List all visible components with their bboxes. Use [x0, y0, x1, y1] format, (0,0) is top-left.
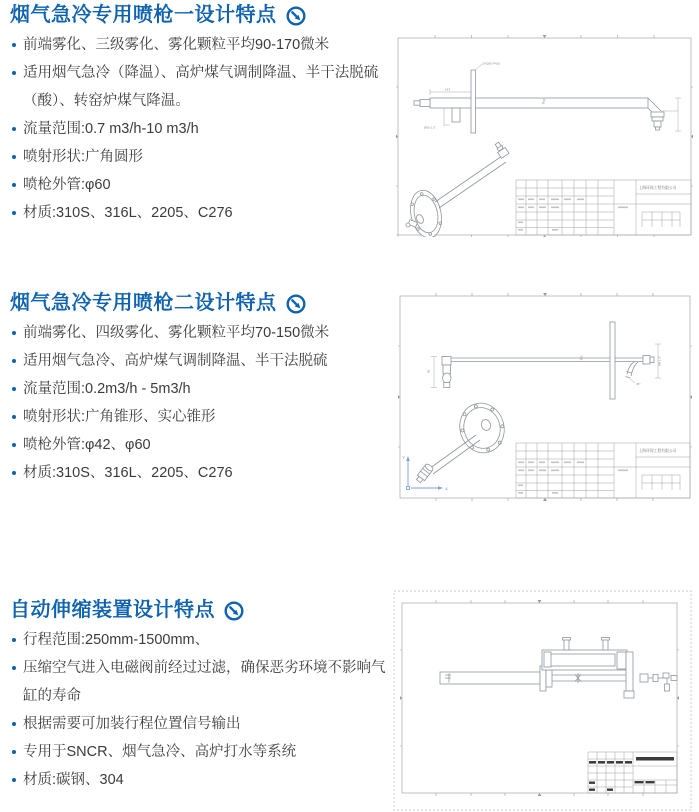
flange-plate: [610, 322, 615, 399]
bullet-item: 专用于SNCR、烟气急冷、高炉打水等系统: [10, 738, 394, 766]
bullet-item: 喷枪外管:φ42、φ60: [10, 431, 394, 459]
flange-plate: [471, 70, 476, 133]
bullet-item: 材质:310S、316L、2205、C276: [10, 199, 394, 227]
section-gun2-title: 烟气急冷专用喷枪二设计特点: [10, 292, 277, 314]
bullet-item: 流量范围:0.2m3/h - 5m3/h: [10, 375, 394, 403]
section-gun2: [10, 291, 394, 487]
drawing-gun2-svg: [396, 286, 699, 515]
axis-y-label: Y: [402, 455, 406, 460]
bullet-item: 压缩空气进入电磁阀前经过过滤，确保恶劣环境不影响气缸的寿命: [10, 654, 394, 710]
bullet-item: 喷射形状:广角圆形: [10, 143, 394, 171]
title-block: [588, 752, 677, 793]
technical-drawing-retractor: [393, 589, 699, 812]
title-block: [516, 180, 691, 235]
tube-diameter-label: Ø45: [541, 98, 547, 105]
bullet-item: 材质:310S、316L、2205、C276: [10, 459, 394, 487]
section-gun1-heading: [10, 3, 394, 28]
bullet-item: 前端雾化、三级雾化、雾化颗粒平均90-170微米: [10, 31, 394, 59]
bullet-item: 喷射形状:广角锥形、实心锥形: [10, 403, 394, 431]
bullet-item: 根据需要可加装行程位置信号输出: [10, 710, 394, 738]
arrow-circle-icon: [285, 293, 307, 315]
bullet-item: 前端雾化、四级雾化、雾化颗粒平均70-150微米: [10, 319, 394, 347]
bullet-item: 适用烟气急冷（降温）、高炉煤气调制降温、半干法脱硫（酸）、转窑炉煤气降温。: [10, 59, 394, 115]
left-dim-label: 90: [426, 369, 431, 373]
arrow-circle-icon: [223, 600, 245, 622]
retractor-assembly-view: [440, 638, 677, 699]
arrow-circle-icon: [285, 5, 307, 27]
section-gun2-bullet-list: [10, 319, 394, 487]
bullet-item: 材质:碳钢、304: [10, 766, 394, 794]
axis-x-label: X: [445, 486, 449, 492]
bullet-item: 适用烟气急冷、高炉煤气调制降温、半干法脱硫: [10, 347, 394, 375]
technical-drawing-gun2: [396, 286, 699, 515]
bullet-item: 行程范围:250mm-1500mm、: [10, 626, 394, 654]
center-mark: [575, 673, 581, 683]
side-view-lance2: [427, 322, 662, 399]
bullet-item: 喷枪外管:φ60: [10, 171, 394, 199]
bullet-item: 流量范围:0.7 m3/h-10 m3/h: [10, 115, 394, 143]
tube-dim-label: 925: [579, 355, 584, 361]
section-retractor-title: 自动伸缩装置设计特点: [10, 599, 215, 621]
section-retractor-heading: [10, 598, 394, 623]
title-block: [516, 443, 690, 498]
flange-label: DN200,PN10: [482, 61, 501, 66]
section-retractor: [10, 598, 394, 794]
sheet-trim-border: [394, 591, 691, 810]
isometric-view-lance1: [406, 141, 509, 237]
drawing-retractor-svg: [393, 589, 699, 812]
drawing-border: [400, 600, 679, 796]
section-gun2-heading: [10, 291, 394, 316]
section-gun1: [10, 3, 394, 227]
axis-x-mark: x: [396, 232, 399, 237]
side-view-lance1: [414, 62, 681, 134]
section-gun1-title: 烟气急冷专用喷枪一设计特点: [10, 4, 277, 26]
company-name: 上海环保工程有限公司: [638, 186, 677, 190]
isometric-view-lance2: [415, 398, 510, 484]
thread-label: M8 1.5": [657, 355, 662, 366]
cylinder-body: [542, 650, 627, 670]
technical-drawing-gun1: [396, 29, 699, 237]
company-name: 上海环保工程有限公司: [638, 449, 677, 453]
drawing-gun1-svg: [396, 29, 699, 237]
company-name-bar: [636, 757, 674, 761]
dim-label: 163: [445, 87, 451, 92]
angle-label: 45°: [636, 382, 641, 386]
stub-diameter-label: Ø50 1.5": [424, 125, 436, 130]
section-gun1-bullet-list: [10, 31, 394, 227]
section-retractor-bullet-list: [10, 626, 394, 794]
